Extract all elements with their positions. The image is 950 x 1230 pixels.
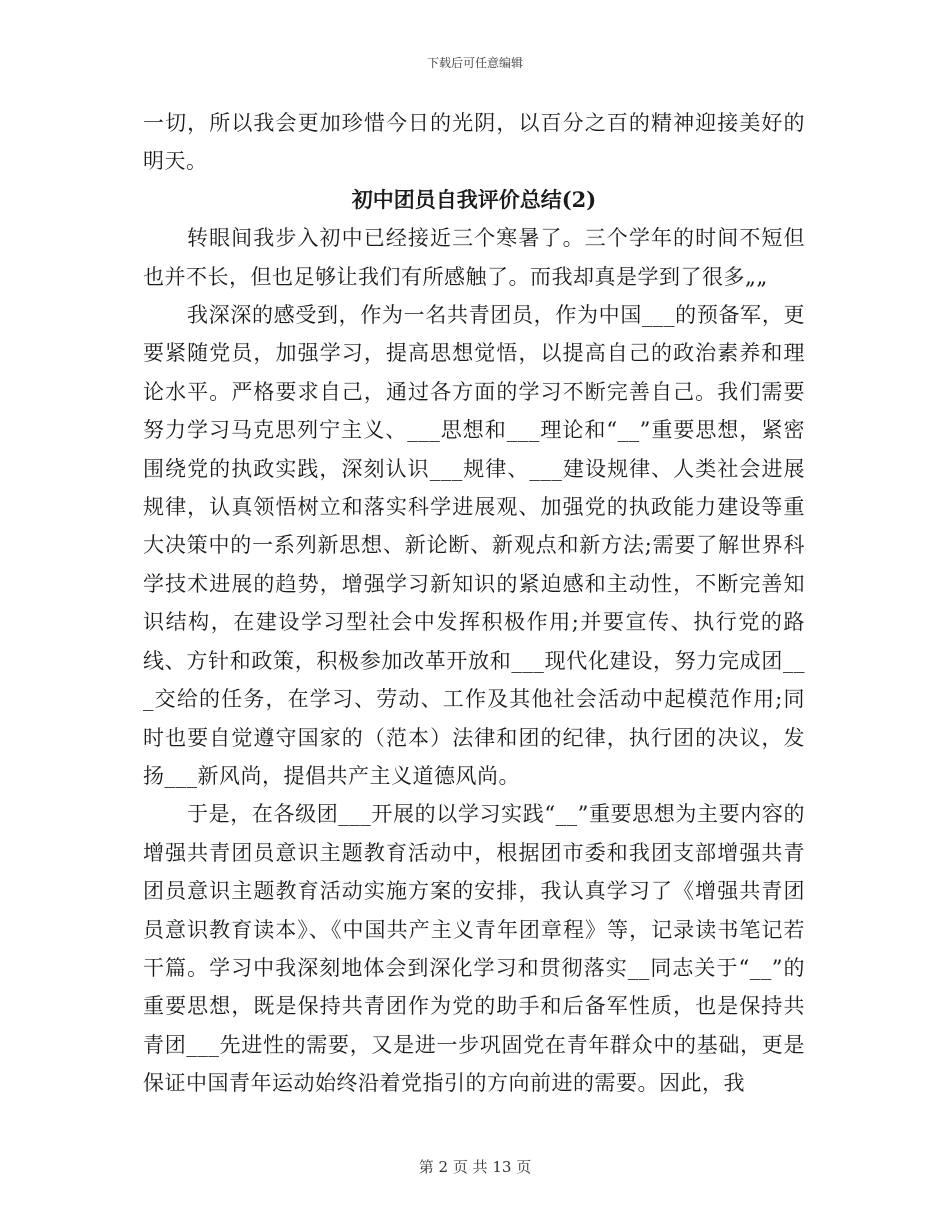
paragraph-1: 转眼间我步入初中已经接近三个寒暑了。三个学年的时间不短但也并不长，但也足够让我们有所感触了。而我却真是学到了很多„„ xyxy=(143,226,805,289)
continued-paragraph: 一切，所以我会更加珍惜今日的光阴，以百分之百的精神迎接美好的明天。 xyxy=(143,111,805,174)
paragraph-2: 我深深的感受到，作为一名共青团员，作为中国___的预备军，更要紧随党员，加强学习，提高思想觉悟，以提高自己的政治素养和理论水平。严格要求自己，通过各方面的学习不断完善自己。我们需要努力学习马克思列宁主义、___思想和___理论和“__”重要思想，紧密围绕党的执政实践，深刻认识___规律、___建设规律、人类社会进展规律，认真领悟树立和落实科学进展观、加强党的执政能力建设等重大决策中的一系列新思想、新论断、新观点和新方法;需要了解世界科学技术进展的趋势，增强学习新知识的紧迫感和主动性，不断完善知识结构，在建设学习型社会中发挥积极作用;并要宣传、执行党的路线、方针和政策，积极参加改革开放和___现代化建设，努力完成团___交给的任务，在学习、劳动、工作及其他社会活动中起模范作用;同时也要自觉遵守国家的（范本）法律和团的纪律，执行团的决议，发扬___新风尚，提倡共产主义道德风尚。 xyxy=(143,303,805,788)
document-body xyxy=(143,104,805,1103)
page-header: 下载后可任意编辑 xyxy=(426,56,523,70)
section-title: 初中团员自我评价总结(2) xyxy=(351,186,597,212)
paragraph-3: 于是，在各级团___开展的以学习实践“__”重要思想为主要内容的增强共青团员意识主题教育活动中，根据团市委和我团支部增强共青团员意识主题教育活动实施方案的安排，我认真学习了《增强共青团员意识教育读本》、《中国共产主义青年团章程》等，记录读书笔记若干篇。学习中我深刻地体会到深化学习和贯彻落实__同志关于“__”的重要思想，既是保持共青团作为党的助手和后备军性质，也是保持共青团___先进性的需要，又是进一步巩固党在青年群众中的基础，更是保证中国青年运动始终沿着党指引的方向前进的需要。因此，我 xyxy=(143,802,805,1096)
page-footer: 第 2 页 共 13 页 xyxy=(418,1158,532,1176)
